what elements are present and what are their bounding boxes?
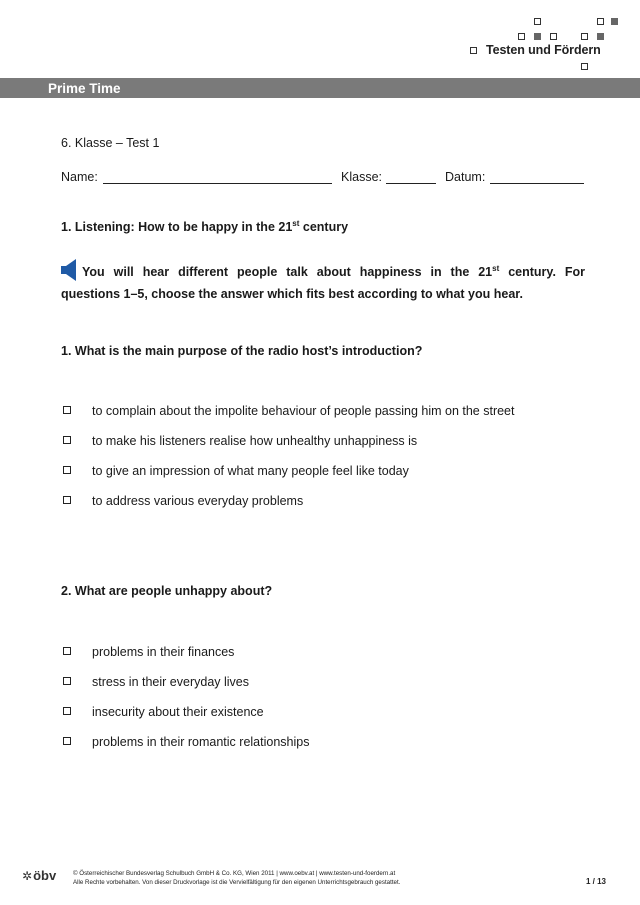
speaker-icon (61, 259, 77, 281)
footer-copyright: © Österreichischer Bundesverlag Schulbuch GmbH & Co. KG, Wien 2011 | www.oebv.at | www.testen-und-foerdern.at (73, 870, 396, 877)
logo-square (611, 18, 618, 25)
publisher-logo (22, 868, 56, 883)
checkbox-icon[interactable] (63, 737, 71, 745)
logo-square (470, 47, 477, 54)
option-2a: problems in their finances (92, 645, 235, 659)
checkbox-icon[interactable] (63, 647, 71, 655)
section-title-end: century (299, 220, 349, 235)
banner-title: Prime Time (48, 81, 121, 96)
logo-square (581, 33, 588, 40)
class-label: Klasse: (341, 170, 382, 184)
option-1a: to complain about the impolite behaviour of people passing him on the street (92, 404, 515, 418)
logo-square (534, 18, 541, 25)
date-label: Datum: (445, 170, 486, 184)
title-banner (0, 78, 640, 98)
option-1d: to address various everyday problems (92, 494, 304, 508)
instruction-sup: st (492, 264, 500, 273)
logo-square (518, 33, 525, 40)
instruction-line-1 (82, 264, 585, 279)
page-number: 1 / 13 (585, 877, 606, 886)
option-2c: insecurity about their existence (92, 705, 264, 719)
instruction-end: century. For (499, 265, 585, 280)
section-title (61, 219, 348, 234)
section-title-sup: st (292, 219, 300, 228)
checkbox-icon[interactable] (63, 436, 71, 444)
class-test-label: 6. Klasse – Test 1 (61, 136, 160, 150)
option-2b: stress in their everyday lives (92, 675, 250, 689)
option-1c: to give an impression of what many people feel like today (92, 464, 409, 478)
logo-square (597, 33, 604, 40)
question-2: 2. What are people unhappy about? (61, 584, 273, 598)
checkbox-icon[interactable] (63, 406, 71, 414)
option-2d: problems in their romantic relationships (92, 735, 310, 749)
instruction-text: You will hear different people talk about happiness in the 21 (82, 265, 493, 280)
name-field[interactable] (103, 183, 332, 184)
option-1b: to make his listeners realise how unhealthy unhappiness is (92, 434, 418, 448)
class-field[interactable] (386, 183, 436, 184)
checkbox-icon[interactable] (63, 466, 71, 474)
date-field[interactable] (490, 183, 584, 184)
logo-square (534, 33, 541, 40)
publisher-logo-text: öbv (33, 868, 57, 883)
logo-square (581, 63, 588, 70)
logo-square (597, 18, 604, 25)
logo-square (550, 33, 557, 40)
checkbox-icon[interactable] (63, 496, 71, 504)
footer-rights: Alle Rechte vorbehalten. Von dieser Druckvorlage ist die Vervielfältigung für den eigenen Unterrichtsgebrauch gestattet. (73, 879, 401, 886)
name-label: Name: (61, 170, 98, 184)
publisher-mark-icon: ✲ (22, 869, 33, 883)
checkbox-icon[interactable] (63, 677, 71, 685)
brand-name: Testen und Fördern (486, 43, 601, 57)
section-title-text: 1. Listening: How to be happy in the 21 (61, 220, 293, 235)
instruction-line-2: questions 1–5, choose the answer which fits best according to what you hear. (61, 287, 523, 301)
question-1: 1. What is the main purpose of the radio host’s introduction? (61, 344, 423, 358)
checkbox-icon[interactable] (63, 707, 71, 715)
